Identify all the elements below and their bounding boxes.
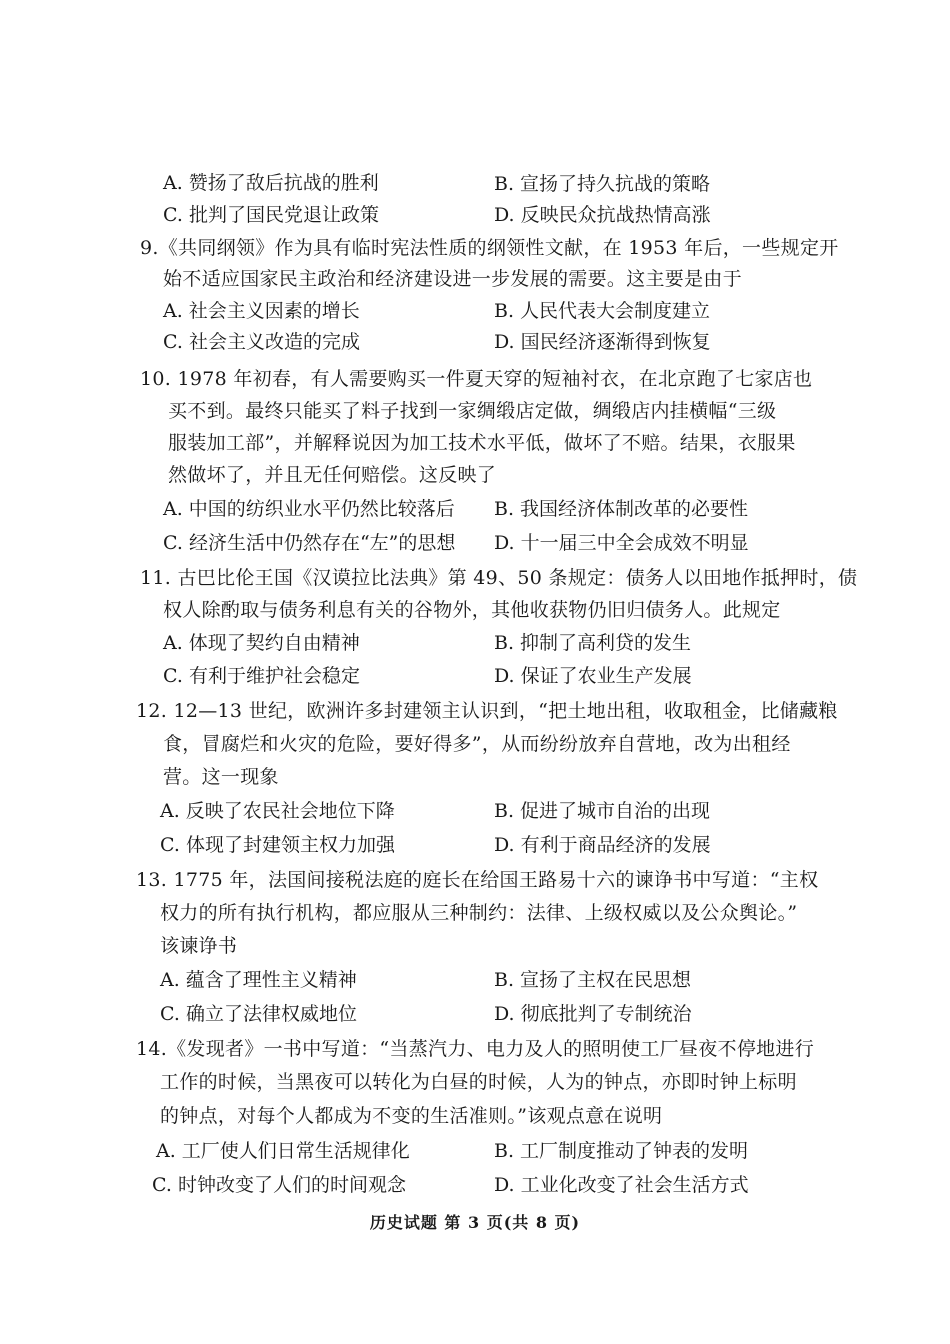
q10-stem-line-1: 10. 1978 年初春，有人需要购买一件夏天穿的短袖衬衣，在北京跑了七家店也 (140, 368, 813, 390)
q12-stem-line-3: 营。这一现象 (163, 766, 279, 788)
q9-option-b: B. 人民代表大会制度建立 (494, 300, 711, 322)
q9-option-d: D. 国民经济逐渐得到恢复 (494, 331, 711, 353)
q12-option-c: C. 体现了封建领主权力加强 (160, 834, 395, 856)
q8-option-d: D. 反映民众抗战热情高涨 (494, 204, 711, 226)
q13-stem-line-3: 该谏诤书 (160, 935, 238, 957)
q14-stem-line-3: 的钟点，对每个人都成为不变的生活准则。”该观点意在说明 (160, 1105, 663, 1127)
q11-option-d: D. 保证了农业生产发展 (494, 665, 692, 687)
q9-stem-line-2: 始不适应国家民主政治和经济建设进一步发展的需要。这主要是由于 (163, 268, 743, 290)
q14-option-b: B. 工厂制度推动了钟表的发明 (494, 1140, 749, 1162)
q8-option-a: A. 赞扬了敌后抗战的胜利 (163, 172, 379, 194)
q13-option-c: C. 确立了法律权威地位 (160, 1003, 357, 1025)
q13-stem-line-2: 权力的所有执行机构，都应服从三种制约：法律、上级权威以及公众舆论。” (160, 902, 798, 924)
q14-option-a: A. 工厂使人们日常生活规律化 (156, 1140, 410, 1162)
q11-option-c: C. 有利于维护社会稳定 (163, 665, 360, 687)
q11-option-a: A. 体现了契约自由精神 (163, 632, 360, 654)
q12-stem-line-2: 食，冒腐烂和火灾的危险，要好得多”，从而纷纷放弃自营地，改为出租经 (163, 733, 791, 755)
q10-option-c: C. 经济生活中仍然存在“左”的思想 (163, 532, 456, 554)
q12-stem-line-1: 12. 12—13 世纪，欧洲许多封建领主认识到，“把土地出租，收取租金，比储藏粮 (136, 700, 838, 722)
q9-option-c: C. 社会主义改造的完成 (163, 331, 360, 353)
q10-stem-line-4: 然做坏了，并且无任何赔偿。这反映了 (168, 464, 497, 486)
q9-option-a: A. 社会主义因素的增长 (163, 300, 360, 322)
q12-option-b: B. 促进了城市自治的出现 (494, 800, 711, 822)
q14-stem-line-2: 工作的时候，当黑夜可以转化为白昼的时候，人为的钟点，亦即时钟上标明 (160, 1071, 797, 1093)
q8-option-c: C. 批判了国民党退让政策 (163, 204, 379, 226)
q11-option-b: B. 抑制了高利贷的发生 (494, 632, 692, 654)
q12-option-a: A. 反映了农民社会地位下降 (160, 800, 395, 822)
q13-option-b: B. 宣扬了主权在民思想 (494, 969, 692, 991)
q10-stem-line-3: 服装加工部”，并解释说因为加工技术水平低，做坏了不赔。结果，衣服果 (168, 432, 796, 454)
q10-option-d: D. 十一届三中全会成效不明显 (494, 532, 749, 554)
q14-option-d: D. 工业化改变了社会生活方式 (494, 1174, 749, 1196)
q10-stem-line-2: 买不到。最终只能买了料子找到一家绸缎店定做，绸缎店内挂横幅“三级 (168, 400, 777, 422)
q9-stem-line-1: 9.《共同纲领》作为具有临时宪法性质的纲领性文献，在 1953 年后，一些规定开 (140, 237, 839, 259)
q11-stem-line-1: 11. 古巴比伦王国《汉谟拉比法典》第 49、50 条规定：债务人以田地作抵押时，债 (140, 567, 858, 589)
q13-stem-line-1: 13. 1775 年，法国间接税法庭的庭长在给国王路易十六的谏诤书中写道：“主权 (136, 869, 819, 891)
page-footer: 历史试题 第 3 页(共 8 页) (369, 1213, 581, 1232)
q12-option-d: D. 有利于商品经济的发展 (494, 834, 711, 856)
q13-option-a: A. 蕴含了理性主义精神 (160, 969, 357, 991)
q8-option-b: B. 宣扬了持久抗战的策略 (494, 173, 711, 195)
q13-option-d: D. 彻底批判了专制统治 (494, 1003, 692, 1025)
q14-option-c: C. 时钟改变了人们的时间观念 (152, 1174, 406, 1196)
q11-stem-line-2: 权人除酌取与债务利息有关的谷物外，其他收获物仍旧归债务人。此规定 (163, 599, 781, 621)
q14-stem-line-1: 14.《发现者》一书中写道：“当蒸汽力、电力及人的照明使工厂昼夜不停地进行 (136, 1038, 815, 1060)
q10-option-b: B. 我国经济体制改革的必要性 (494, 498, 749, 520)
q10-option-a: A. 中国的纺织业水平仍然比较落后 (163, 498, 455, 520)
